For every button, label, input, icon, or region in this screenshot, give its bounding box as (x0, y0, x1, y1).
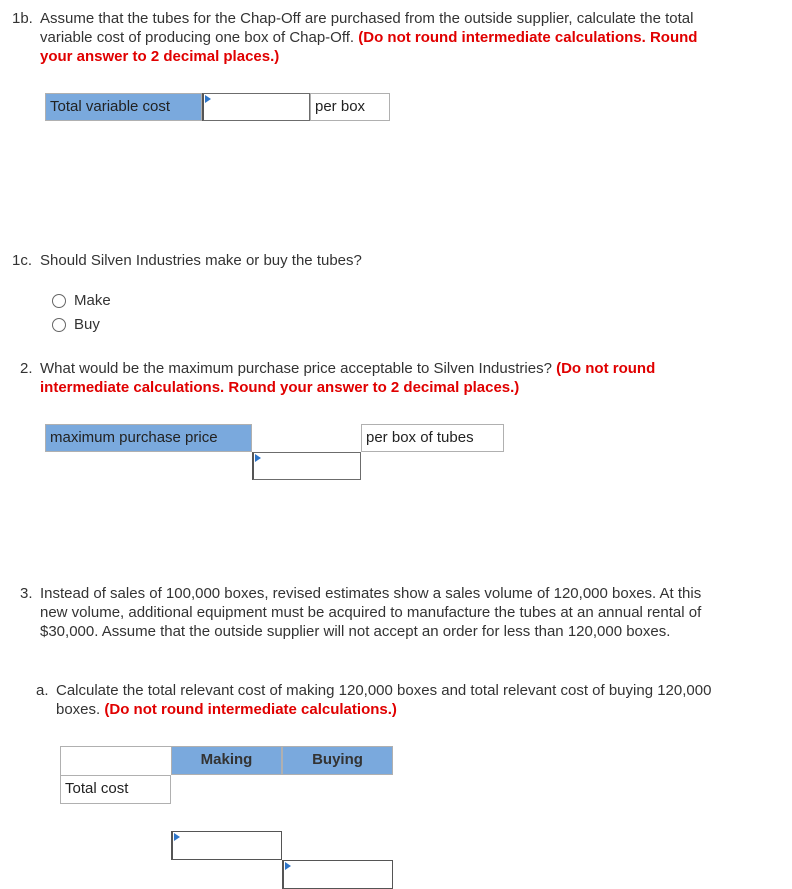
buy-radio[interactable] (52, 318, 66, 332)
buy-option-label[interactable]: Buy (74, 316, 100, 333)
question-text: What would be the maximum purchase price acceptable to Silven Industries? (Do not round intermediate calculations. Round your answer to 2 decimal places.) (40, 360, 656, 396)
question-number: 1b. (12, 10, 33, 27)
question-text: Should Silven Industries make or buy the tubes? (40, 252, 362, 269)
make-option-label[interactable]: Make (74, 292, 111, 309)
total-variable-cost-input[interactable] (204, 94, 309, 120)
question-2 (20, 359, 782, 399)
question-3 (20, 584, 782, 644)
question-text: Calculate the total relevant cost of making 120,000 boxes and total relevant cost of buying 120,000 boxes. (Do not round intermediate calculations.) (56, 682, 712, 718)
buying-total-cost-input[interactable] (284, 861, 392, 888)
question-number: 1c. (12, 252, 33, 269)
answer-flag-icon (285, 862, 291, 870)
maximum-purchase-price-label: maximum purchase price (45, 424, 252, 452)
total-variable-cost-label: Total variable cost (45, 93, 202, 121)
question-letter: a. (36, 682, 49, 699)
question-1b (12, 9, 782, 69)
making-total-cost-input-cell[interactable] (171, 831, 282, 860)
answer-flag-icon (174, 833, 180, 841)
making-column-header: Making (171, 746, 282, 775)
maximum-purchase-price-input[interactable] (254, 453, 360, 479)
question-3a (36, 681, 782, 721)
per-box-of-tubes-unit: per box of tubes (361, 424, 504, 452)
total-variable-cost-input-cell[interactable] (202, 93, 310, 121)
answer-flag-icon (255, 454, 261, 462)
question-text: Instead of sales of 100,000 boxes, revised estimates show a sales volume of 120,000 boxes. At this new volume, additional equipment must be acquired to manufacture the tubes at an annual rental of $30,000. Assume that the outside supplier will not accept an order for less than 120,000 boxes. (40, 585, 702, 640)
question-text: Assume that the tubes for the Chap-Off are purchased from the outside supplier, calculate the total variable cost of producing one box of Chap-Off. (Do not round intermediate calculations. Round your answer to 2 decimal places.) (40, 10, 698, 65)
question-number: 2. (20, 360, 33, 377)
make-radio[interactable] (52, 294, 66, 308)
question-1c (12, 251, 782, 271)
question-number: 3. (20, 585, 33, 602)
answer-flag-icon (205, 95, 211, 103)
buying-total-cost-input-cell[interactable] (282, 860, 393, 889)
maximum-purchase-price-input-cell[interactable] (252, 452, 361, 480)
per-box-unit: per box (310, 93, 390, 121)
header-blank-cell (60, 746, 171, 775)
buying-column-header: Buying (282, 746, 393, 775)
making-total-cost-input[interactable] (173, 832, 281, 859)
total-cost-row-label: Total cost (60, 775, 171, 804)
